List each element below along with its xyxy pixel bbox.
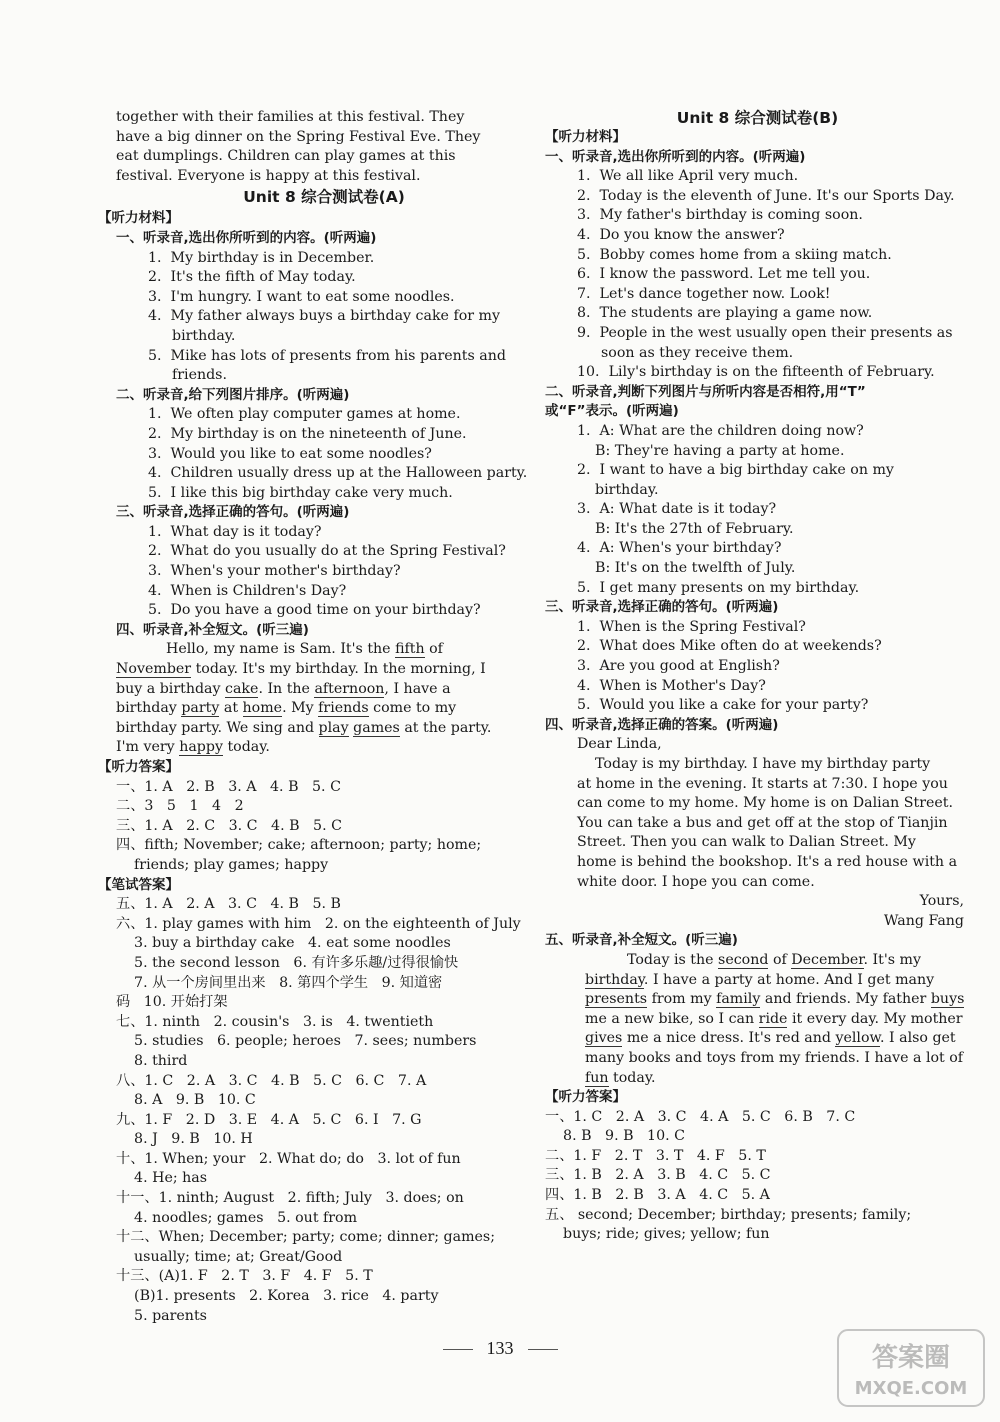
blank-answer: happy <box>179 739 223 756</box>
passage-text: of <box>768 951 792 968</box>
letter-line: can come to my home. My home is on Dalian Street. <box>577 795 954 812</box>
answers-heading: 【听力答案】 <box>98 759 179 775</box>
list-item: 5. Mike has lots of presents from his parents and <box>148 347 506 364</box>
blank-answer: presents <box>585 991 648 1008</box>
passage-text: of <box>424 641 443 658</box>
list-item: 3. A: What date is it today? <box>577 501 777 518</box>
answer-line: 8. A 9. B 10. C <box>116 1092 256 1109</box>
passage-text: , I have a <box>384 680 451 697</box>
answer-line: 七、1. ninth 2. cousin's 3. is 4. twentieth <box>116 1013 434 1030</box>
blank-answer: second <box>718 951 769 968</box>
list-item: 3. I'm hungry. I want to eat some noodles. <box>148 288 455 305</box>
passage-text: . It's my <box>863 951 922 968</box>
letter-sign-name: Wang Fang <box>883 912 964 929</box>
answer-line: 8. third <box>116 1052 188 1069</box>
page-number-text: 133 <box>486 1338 514 1358</box>
list-item: 1. A: What are the children doing now? <box>577 422 864 439</box>
passage-line <box>545 1010 970 1030</box>
passage-line <box>116 719 532 739</box>
passage-text: today. <box>222 739 270 756</box>
passage-text: at <box>219 700 243 717</box>
passage-text: from my <box>647 991 717 1008</box>
list-item: 6. I know the password. Let me tell you. <box>577 266 871 283</box>
page-number-dash-right <box>528 1349 558 1350</box>
list-item: B: It's on the twelfth of July. <box>577 560 796 577</box>
list-item: 7. Let's dance together now. Look! <box>577 285 831 302</box>
passage-line <box>116 680 532 700</box>
passage-line <box>116 738 532 758</box>
passage-text: . My <box>282 700 319 717</box>
passage-text: . I have a party at home. And I get many <box>643 971 935 988</box>
section-title-cont: 或“F”表示。(听两遍) <box>545 403 679 420</box>
passage-line <box>545 1069 970 1089</box>
letter-line: at home in the evening. It starts at 7:30. I hope you <box>577 775 948 792</box>
blank-answer: birthday <box>585 971 644 988</box>
list-item: birthday. <box>577 481 659 498</box>
intro-line: have a big dinner on the Spring Festival Eve. They <box>116 128 481 145</box>
answer-line: 5. the second lesson 6. 有许多乐趣/过得很愉快 <box>116 954 459 971</box>
list-item: soon as they receive them. <box>601 344 794 361</box>
answer-line: 五、 second; December; birthday; presents; family; <box>545 1206 912 1223</box>
listening-material-heading: 【听力材料】 <box>545 129 626 145</box>
answer-line: 六、1. play games with him 2. on the eighteenth of July <box>116 915 521 932</box>
section-title: 三、听录音,选择正确的答句。(听两遍) <box>116 504 350 521</box>
answer-line: 码 10. 开始打架 <box>116 994 228 1011</box>
list-item: 4. When is Mother's Day? <box>577 677 766 694</box>
answer-line: (B)1. presents 2. Korea 3. rice 4. party <box>116 1288 439 1305</box>
section-title: 一、听录音,选出你所听到的内容。(听两遍) <box>545 148 806 165</box>
passage-text: today. <box>608 1069 656 1086</box>
list-item: 5. Bobby comes home from a skiing match. <box>577 246 892 263</box>
list-item: 4. My father always buys a birthday cake for my <box>148 308 501 325</box>
list-item: 1. We all like April very much. <box>577 168 799 185</box>
passage-text: come to my <box>368 700 457 717</box>
answer-line: 7. 从一个房间里出来 8. 第四个学生 9. 知道密 <box>116 974 443 991</box>
letter-sign-yours: Yours, <box>919 893 964 910</box>
blank-answer: fifth <box>395 641 425 658</box>
blank-answer: gives <box>585 1030 623 1047</box>
passage-text: today. It's my birthday. In the morning, I <box>191 661 486 678</box>
answer-line: usually; time; at; Great/Good <box>116 1248 343 1265</box>
watermark-logo <box>836 1328 986 1408</box>
answer-line: buys; ride; gives; yellow; fun <box>545 1226 770 1243</box>
list-item: B: They're having a party at home. <box>577 442 845 459</box>
letter-line: white door. I hope you can come. <box>577 873 815 890</box>
unit-title-b: Unit 8 综合测试卷(B) <box>676 109 839 127</box>
list-item: 2. What do you usually do at the Spring Festival? <box>148 543 506 560</box>
list-item: 5. I like this big birthday cake very much. <box>148 484 453 501</box>
answer-line: friends; play games; happy <box>116 856 329 873</box>
list-item: 2. What does Mike often do at weekends? <box>577 638 882 655</box>
passage-line <box>116 640 532 660</box>
section-title: 五、听录音,补全短文。(听三遍) <box>545 932 738 949</box>
list-item: 9. People in the west usually open their presents as <box>577 324 953 341</box>
blank-answer: yellow <box>835 1030 880 1047</box>
section-title: 三、听录音,选择正确的答句。(听两遍) <box>545 599 779 616</box>
list-item: 3. Would you like to eat some noodles? <box>148 445 432 462</box>
intro-line: festival. Everyone is happy at this festival. <box>116 167 421 184</box>
answer-line: 十一、1. ninth; August 2. fifth; July 3. does; on <box>116 1190 464 1207</box>
section-title: 一、听录音,选出你所听到的内容。(听两遍) <box>116 229 377 246</box>
passage-text: and friends. My father <box>760 991 931 1008</box>
answer-line: 4. noodles; games 5. out from <box>116 1209 358 1226</box>
passage-text: . I also get <box>879 1030 956 1047</box>
answer-line: 5. studies 6. people; heroes 7. sees; numbers <box>116 1033 477 1050</box>
passage-line <box>545 971 970 991</box>
passage-line <box>116 660 532 680</box>
passage-text: . In the <box>258 680 315 697</box>
list-item: 1. We often play computer games at home. <box>148 406 461 423</box>
list-item: 5. Would you like a cake for your party? <box>577 697 869 714</box>
list-item: 5. Do you have a good time on your birthday? <box>148 602 481 619</box>
list-item: 4. Children usually dress up at the Halloween party. <box>148 465 528 482</box>
passage-text: me a nice dress. It's red and <box>622 1030 836 1047</box>
list-item: 2. Today is the eleventh of June. It's our Sports Day. <box>577 187 955 204</box>
section-title: 四、听录音,补全短文。(听三遍) <box>116 621 309 638</box>
list-item: B: It's the 27th of February. <box>577 520 794 537</box>
answer-line: 二、3 5 1 4 2 <box>116 798 244 815</box>
answers-heading: 【听力答案】 <box>545 1089 626 1106</box>
blank-answer: afternoon <box>314 680 385 697</box>
list-item: 1. When is the Spring Festival? <box>577 618 806 635</box>
section-title: 四、听录音,选择正确的答案。(听两遍) <box>545 716 779 733</box>
blank-answer: fun <box>585 1069 609 1086</box>
letter-line: Dear Linda, <box>577 736 662 753</box>
intro-line: together with their families at this festival. They <box>116 109 465 125</box>
passage-text: birthday <box>116 700 182 717</box>
list-item: 8. The students are playing a game now. <box>577 305 873 322</box>
list-item: 4. A: When's your birthday? <box>577 540 782 557</box>
answer-line: 三、1. B 2. A 3. B 4. C 5. C <box>545 1167 771 1184</box>
passage-text: buy a birthday <box>116 680 226 697</box>
watermark-top-text: 答案圈 <box>871 1343 951 1373</box>
answer-line: 十三、(A)1. F 2. T 3. F 4. F 5. T <box>116 1268 373 1285</box>
listening-material-heading: 【听力材料】 <box>98 210 179 227</box>
list-item: 4. Do you know the answer? <box>577 226 785 243</box>
list-item: 5. I get many presents on my birthday. <box>577 579 860 596</box>
list-item: 1. My birthday is in December. <box>148 249 375 266</box>
passage-text: Today is the <box>627 951 719 968</box>
list-item: 3. When's your mother's birthday? <box>148 563 401 580</box>
list-item: birthday. <box>172 327 236 344</box>
passage-text: I'm very <box>116 739 180 756</box>
answer-line: 二、1. F 2. T 3. T 4. F 5. T <box>545 1147 766 1164</box>
passage-line <box>545 990 970 1010</box>
blank-answer: home <box>242 700 283 717</box>
list-item: 2. I want to have a big birthday cake on my <box>577 462 894 479</box>
list-item: 1. What day is it today? <box>148 523 322 540</box>
passage-line <box>116 699 532 719</box>
passage-text: Hello, my name is Sam. It's the <box>166 641 396 658</box>
passage-text: it every day. My mother <box>787 1010 963 1027</box>
blank-answer: buys <box>930 991 965 1008</box>
blank-answer: games <box>353 719 400 736</box>
passage-text: me a new bike, so I can <box>585 1010 759 1027</box>
list-item: 10. Lily's birthday is on the fifteenth of February. <box>577 364 935 381</box>
answer-line: 十、1. When; your 2. What do; do 3. lot of fun <box>116 1150 461 1167</box>
blank-answer: party <box>181 700 220 717</box>
answer-line: 十二、When; December; party; come; dinner; games; <box>116 1229 495 1246</box>
answer-line: 一、1. C 2. A 3. C 4. A 5. C 6. B 7. C <box>545 1108 856 1125</box>
passage-text: birthday party. We sing and <box>116 719 319 736</box>
blank-answer: cake <box>225 680 259 697</box>
list-item: 3. My father's birthday is coming soon. <box>577 207 863 224</box>
letter-line: home is behind the bookshop. It's a red house with a <box>577 853 958 870</box>
blank-answer: December <box>791 951 864 968</box>
list-item: friends. <box>172 367 227 384</box>
passage-line <box>545 951 970 971</box>
answer-line: 八、1. C 2. A 3. C 4. B 5. C 6. C 7. A <box>116 1072 427 1089</box>
blank-answer: play <box>318 719 349 736</box>
answer-line: 3. buy a birthday cake 4. eat some noodles <box>116 935 451 952</box>
blank-answer: family <box>716 991 761 1008</box>
letter-line: You can take a bus and get off at the stop of Tianjin <box>577 814 948 831</box>
passage-text: at the party. <box>399 719 492 736</box>
passage-line <box>545 1029 970 1049</box>
list-item: 3. Are you good at English? <box>577 658 780 675</box>
answer-line: 九、1. F 2. D 3. E 4. A 5. C 6. I 7. G <box>116 1111 422 1128</box>
watermark-bottom-text: MXQE.COM <box>854 1378 968 1399</box>
right-column <box>545 108 970 1245</box>
answer-line: 4. He; has <box>116 1170 208 1187</box>
answer-line: 五、1. A 2. A 3. C 4. B 5. B <box>116 896 341 913</box>
blank-answer: ride <box>758 1010 788 1027</box>
answer-line: 三、1. A 2. C 3. C 4. B 5. C <box>116 817 342 834</box>
answer-line: 8. B 9. B 10. C <box>545 1128 685 1145</box>
letter-line: Today is my birthday. I have my birthday party <box>577 756 931 772</box>
answer-line: 5. parents <box>116 1307 207 1324</box>
page-number-dash-left <box>443 1349 473 1350</box>
answer-line: 一、1. A 2. B 3. A 4. B 5. C <box>116 778 341 795</box>
list-item: 2. It's the fifth of May today. <box>148 269 356 286</box>
intro-line: eat dumplings. Children can play games at this <box>116 148 456 165</box>
section-title: 二、听录音,判断下列图片与所听内容是否相符,用“T” <box>545 383 866 400</box>
blank-answer: friends <box>318 700 369 717</box>
answer-line: 四、1. B 2. B 3. A 4. C 5. A <box>545 1187 770 1204</box>
written-answers-heading: 【笔试答案】 <box>98 876 179 893</box>
list-item: 2. My birthday is on the nineteenth of June. <box>148 425 467 442</box>
letter-line: Street. Then you can walk to Dalian Street. My <box>577 834 916 851</box>
unit-title-a: Unit 8 综合测试卷(A) <box>243 188 405 207</box>
answer-line: 四、fifth; November; cake; afternoon; party; home; <box>116 837 482 854</box>
blank-answer: November <box>116 661 192 678</box>
passage-line: many books and toys from my friends. I have a lot of <box>585 1049 964 1066</box>
list-item: 4. When is Children's Day? <box>148 582 347 599</box>
section-title: 二、听录音,给下列图片排序。(听两遍) <box>116 386 350 403</box>
left-column <box>98 108 532 1326</box>
answer-line: 8. J 9. B 10. H <box>116 1131 253 1148</box>
